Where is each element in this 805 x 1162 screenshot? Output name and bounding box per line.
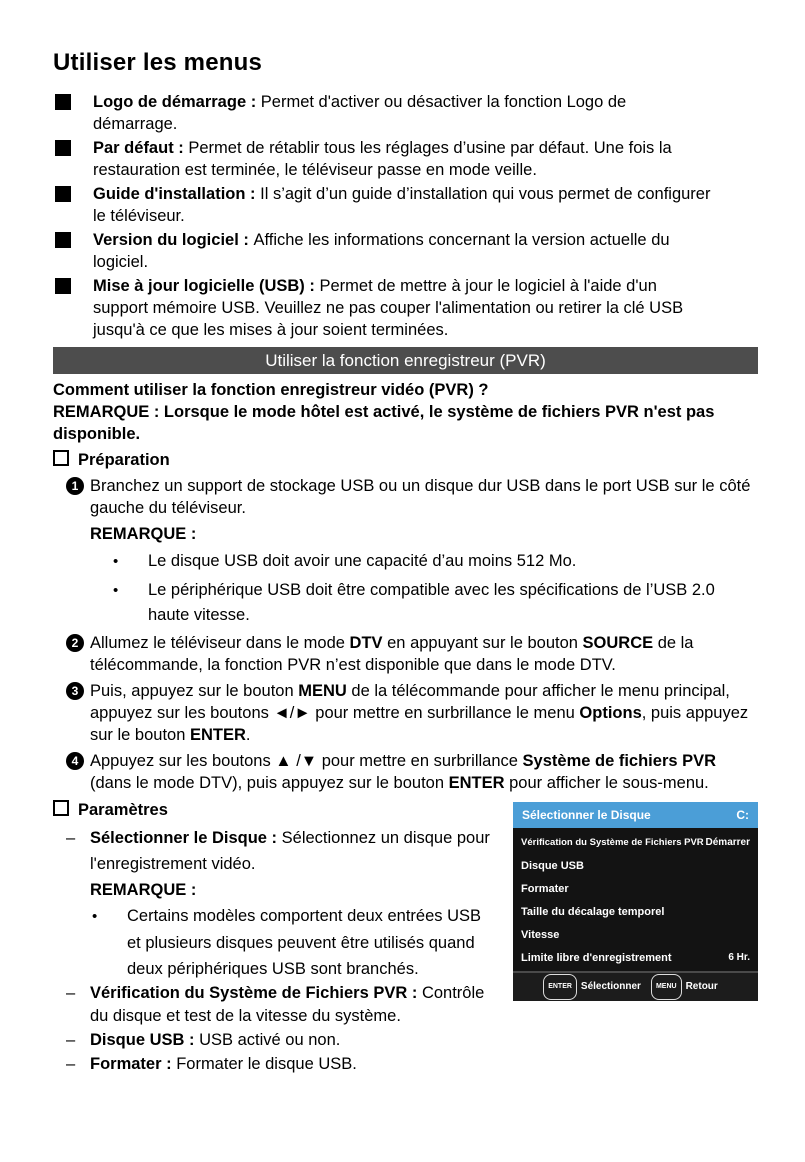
parametres-heading-label: Paramètres [78, 801, 168, 819]
step-number-badge: 2 [66, 634, 84, 652]
param-item-text: Sélectionner le Disque : Sélectionnez un disque pour l'enregistrement vidéo. [90, 829, 490, 873]
section-banner: Utiliser la fonction enregistreur (PVR) [53, 347, 758, 374]
list-item [53, 91, 758, 135]
enter-key-badge: ENTER [543, 974, 577, 1000]
list-item-text: Par défaut : Permet de rétablir tous les réglages d’usine par défaut. Une fois la restauration est terminée, le téléviseur passe en mode veille. [93, 139, 672, 179]
menu-key-action: Retour [685, 981, 718, 992]
tv-menu-body [513, 828, 758, 971]
bullet-icon: • [92, 908, 98, 925]
tv-menu-footer [513, 971, 758, 1001]
bullet-icon: • [113, 553, 119, 570]
dash-icon: – [66, 829, 76, 847]
step-1 [66, 475, 758, 519]
bullet-icon: • [113, 582, 119, 599]
param-item-text: Disque USB : USB activé ou non. [90, 1031, 341, 1049]
dash-icon: – [66, 1055, 76, 1073]
dash-icon: – [66, 1031, 76, 1049]
step-4 [66, 750, 758, 794]
note-bullet-text: Le disque USB doit avoir une capacité d’au moins 512 Mo. [148, 552, 577, 570]
step-number-badge: 3 [66, 682, 84, 700]
preparation-heading-label: Préparation [78, 451, 170, 469]
tv-menu-screenshot [513, 802, 758, 1001]
step-text: Appuyez sur les boutons ▲ /▼ pour mettre en surbrillance Système de fichiers PVR (dans le mode DTV), puis appuyez sur le bouton ENTER pour afficher le sous-menu. [90, 752, 717, 792]
dash-icon: – [66, 984, 76, 1002]
list-item [53, 183, 758, 227]
step-number-badge: 4 [66, 752, 84, 770]
note-heading: REMARQUE : [90, 881, 197, 899]
step-text: Puis, appuyez sur le bouton MENU de la télécommande pour afficher le menu principal, appuyez sur les boutons ◄/► pour mettre en surbrillance le menu Options, puis appuyez sur le bouton ENTER. [90, 682, 749, 744]
tv-menu-row: Formater [521, 882, 569, 895]
tv-menu-drive-value: C: [736, 808, 749, 822]
step-text: Allumez le téléviseur dans le mode DTV en appuyant sur le bouton SOURCE de la télécommande, la fonction PVR n’est disponible que dans le mode DTV. [90, 634, 694, 674]
tv-menu-row: Limite libre d'enregistrement 6 Hr. [521, 951, 750, 964]
tv-menu-header [513, 802, 758, 828]
list-item-text: Guide d'installation : Il s’agit d’un guide d’installation qui vous permet de configurer le téléviseur. [93, 185, 711, 225]
list-item [53, 275, 758, 341]
enter-key-action: Sélectionner [580, 981, 641, 992]
step-text: Branchez un support de stockage USB ou un disque dur USB dans le port USB sur le côté gauche du téléviseur. [90, 477, 751, 517]
step-2 [66, 632, 758, 676]
pvr-question: Comment utiliser la fonction enregistreur vidéo (PVR) ? [53, 381, 489, 399]
tv-menu-row: Vitesse [521, 928, 560, 941]
note-bullet [53, 578, 758, 628]
square-bullet-icon [55, 278, 71, 294]
param-item-text: Vérification du Système de Fichiers PVR : Contrôle du disque et test de la vitesse du système. [90, 984, 485, 1025]
square-bullet-icon [55, 94, 71, 110]
list-item [53, 229, 758, 273]
checkbox-icon [53, 450, 69, 466]
square-bullet-icon [55, 232, 71, 248]
list-item [53, 137, 758, 181]
note-heading: REMARQUE : [90, 525, 197, 543]
page-title: Utiliser les menus [53, 49, 263, 76]
square-bullet-icon [55, 140, 71, 156]
param-item-text: Formater : Formater le disque USB. [90, 1055, 357, 1073]
preparation-heading [53, 448, 758, 472]
pvr-hotel-note: REMARQUE : Lorsque le mode hôtel est activé, le système de fichiers PVR n'est pas disponible. [53, 403, 715, 443]
square-bullet-icon [55, 186, 71, 202]
tv-menu-title: Sélectionner le Disque [522, 808, 651, 822]
step-3 [66, 680, 758, 746]
tv-menu-row: Vérification du Système de Fichiers PVR Démarrer [521, 836, 750, 848]
list-item-text: Mise à jour logicielle (USB) : Permet de mettre à jour le logiciel à l'aide d'un support mémoire USB. Veuillez ne pas couper l'alimentation ou retirer la clé USB jusqu'à ce que les mises à jour soient terminées. [93, 277, 684, 339]
param-item-formater [53, 1053, 758, 1076]
menu-options-list [53, 91, 758, 341]
note-bullet-text: Le périphérique USB doit être compatible avec les spécifications de l’USB 2.0 haute vitesse. [148, 581, 715, 624]
list-item-text: Logo de démarrage : Permet d'activer ou désactiver la fonction Logo de démarrage. [93, 93, 627, 133]
parametres-section [53, 798, 758, 1076]
list-item-text: Version du logiciel : Affiche les informations concernant la version actuelle du logiciel. [93, 231, 670, 271]
tv-menu-row: Taille du décalage temporel [521, 905, 665, 918]
note-bullet-text: Certains modèles comportent deux entrées USB et plusieurs disques peuvent être utilisés quand deux périphériques USB sont branchés. [127, 907, 482, 978]
menu-key-badge: MENU [651, 974, 682, 1000]
step-number-badge: 1 [66, 477, 84, 495]
note-bullet [53, 549, 758, 574]
tv-menu-row: Disque USB [521, 859, 584, 872]
param-item-disque-usb [53, 1029, 758, 1052]
checkbox-icon [53, 800, 69, 816]
